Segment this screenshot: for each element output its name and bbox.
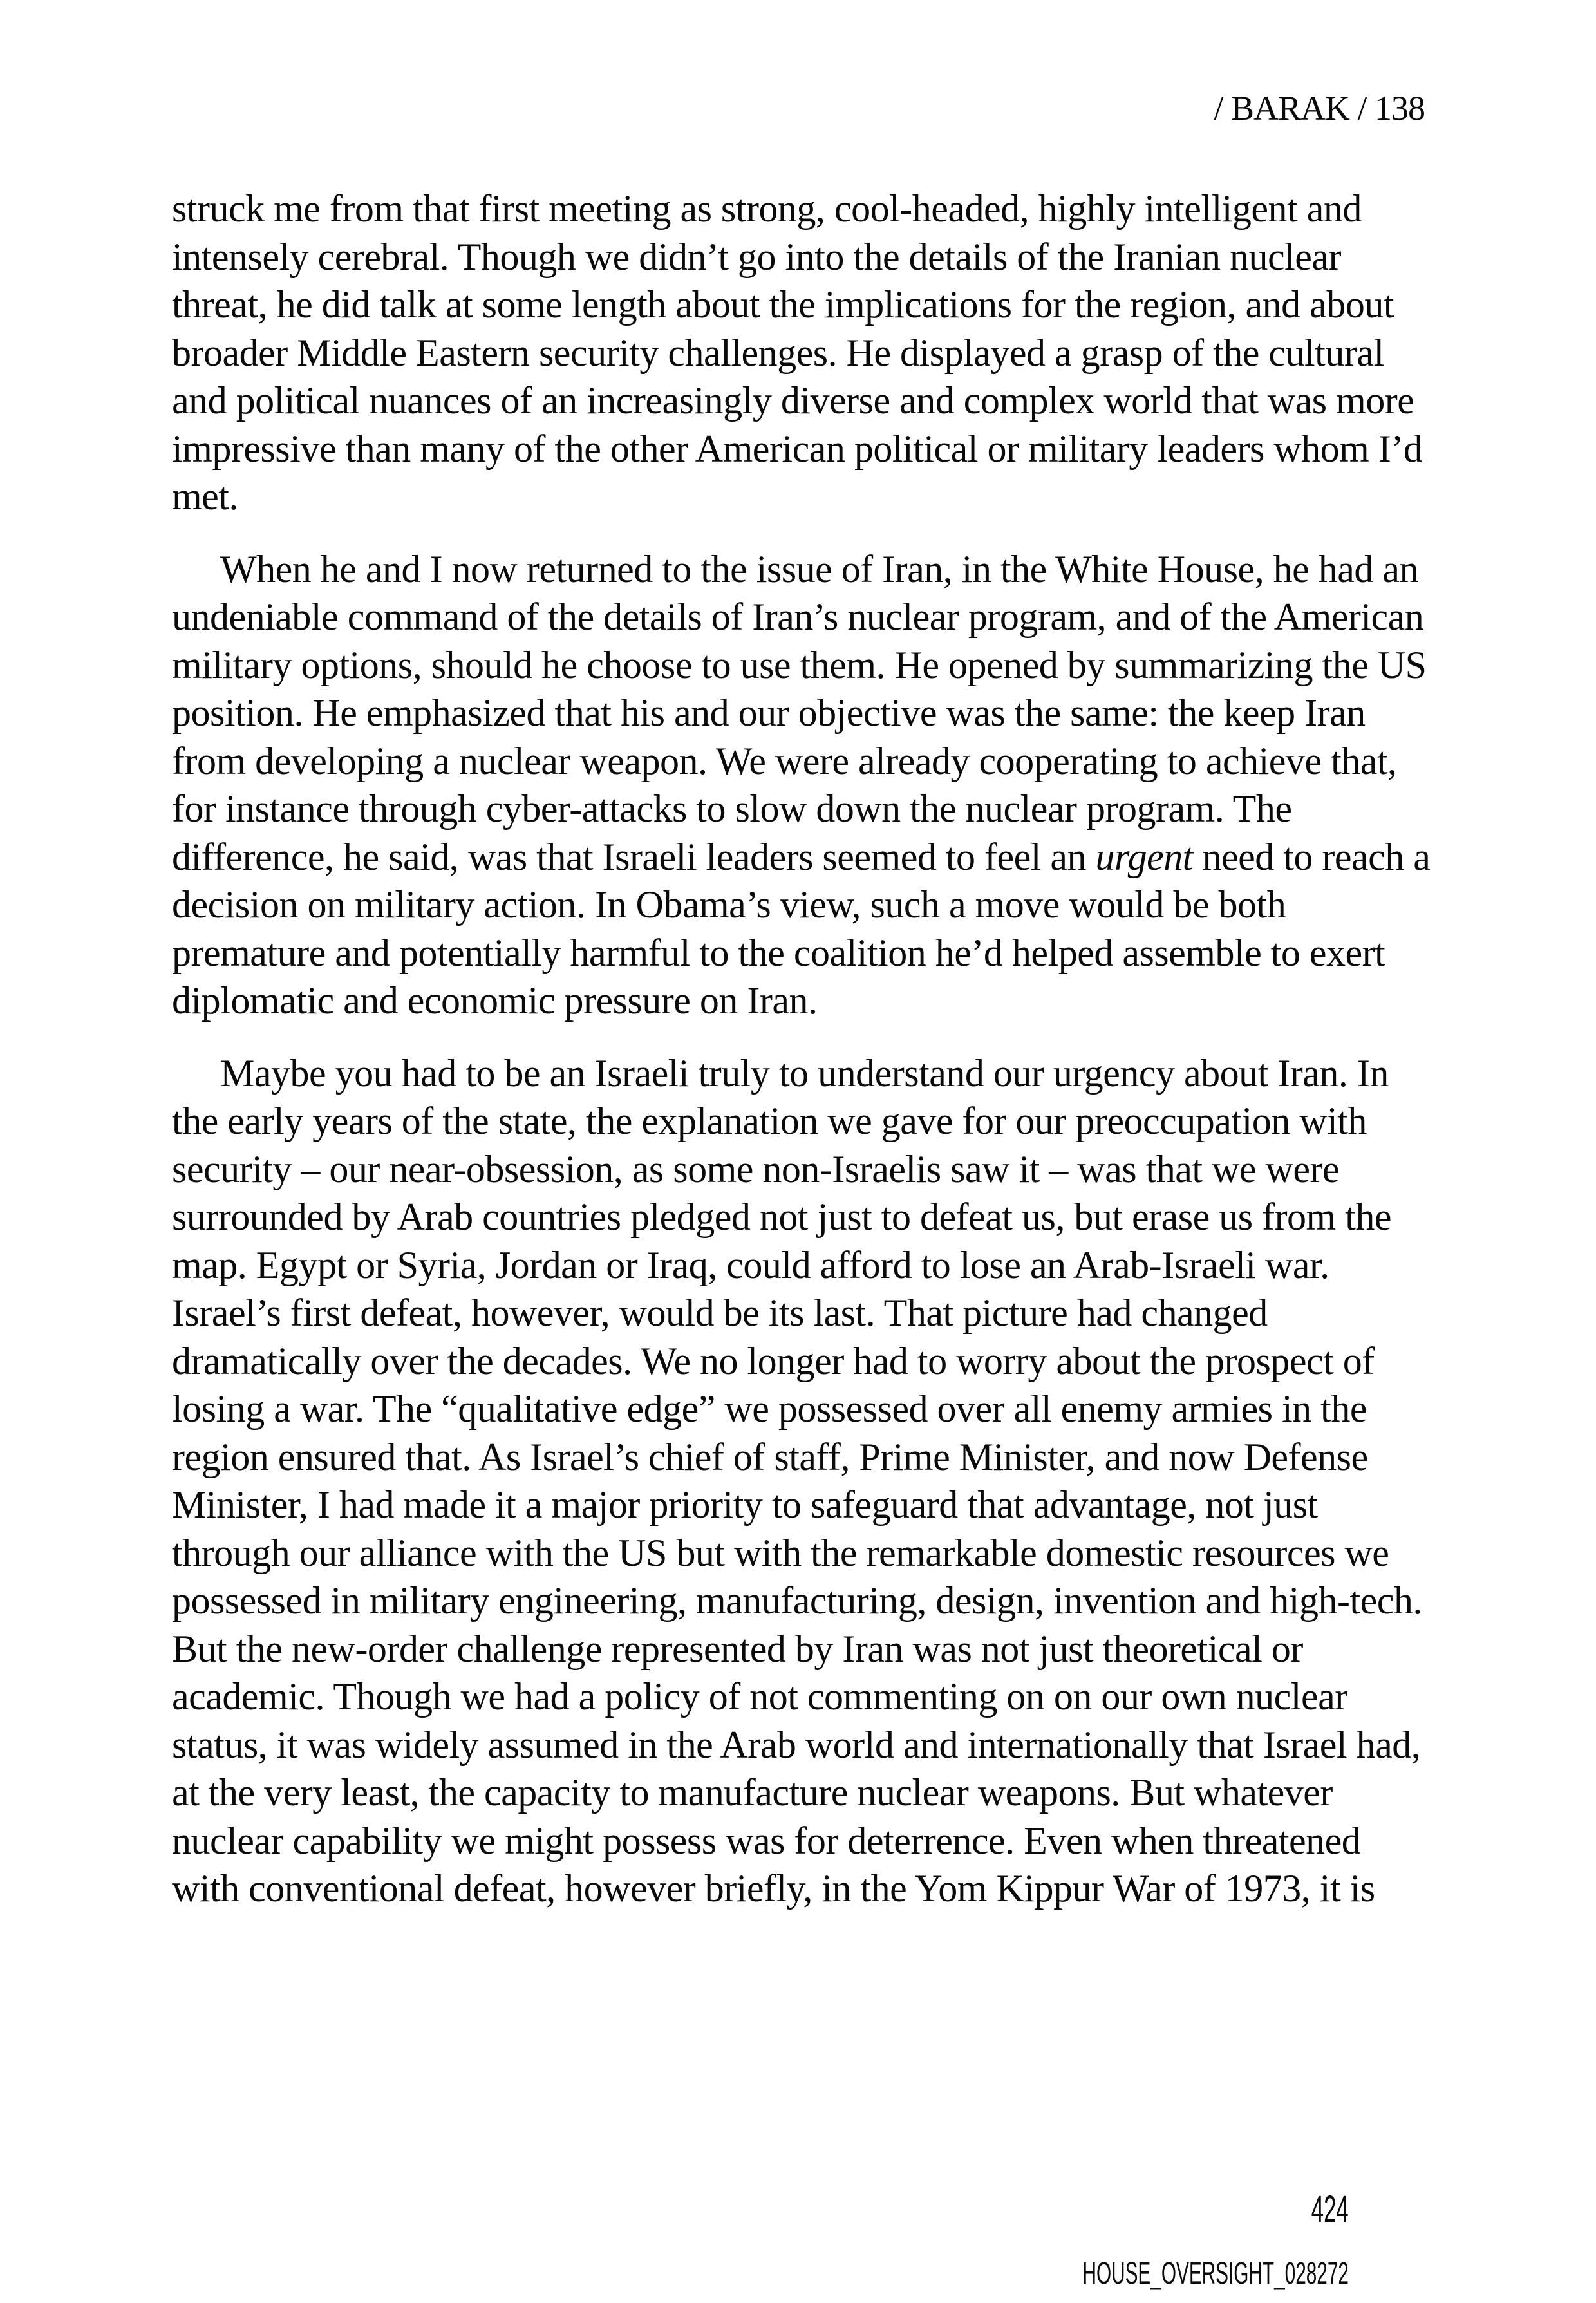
body-text: possessed in military engineering, manufacturing, design, invention and high-tech. — [172, 1579, 1422, 1622]
text-line — [172, 641, 1453, 690]
text-line — [172, 929, 1453, 977]
document-body — [172, 185, 1453, 1913]
text-line — [172, 329, 1453, 377]
text-line — [172, 1049, 1453, 1098]
text-line — [172, 1865, 1453, 1913]
text-line — [172, 881, 1453, 929]
text-line — [172, 233, 1453, 281]
body-text: losing a war. The “qualitative edge” we possessed over all enemy armies in the — [172, 1387, 1367, 1430]
body-text: Minister, I had made it a major priority to safeguard that advantage, not just — [172, 1483, 1318, 1526]
body-text: dramatically over the decades. We no longer had to worry about the prospect of — [172, 1339, 1375, 1382]
body-text: But the new-order challenge represented by Iran was not just theoretical or — [172, 1627, 1303, 1670]
body-text: the early years of the state, the explanation we gave for our preoccupation with — [172, 1100, 1367, 1142]
text-line — [172, 1481, 1453, 1529]
text-line — [172, 185, 1453, 233]
page-number: 424 — [1311, 2188, 1349, 2230]
body-text: status, it was widely assumed in the Arab world and internationally that Israel had, — [172, 1723, 1421, 1766]
bates-stamp: HOUSE_OVERSIGHT_028272 — [1082, 2257, 1349, 2291]
text-line — [172, 545, 1453, 594]
body-text: struck me from that first meeting as strong, cool-headed, highly intelligent and — [172, 187, 1362, 230]
body-text: threat, he did talk at some length about the implications for the region, and about — [172, 283, 1394, 326]
text-line — [172, 281, 1453, 329]
text-line — [172, 1193, 1453, 1241]
body-text: diplomatic and economic pressure on Iran. — [172, 979, 818, 1022]
body-text: region ensured that. As Israel’s chief of staff, Prime Minister, and now Defense — [172, 1435, 1368, 1478]
text-line — [172, 1529, 1453, 1577]
text-line — [172, 737, 1453, 785]
text-line — [172, 1433, 1453, 1481]
text-line — [172, 425, 1453, 473]
text-line — [172, 689, 1453, 737]
body-text: position. He emphasized that his and our objective was the same: the keep Iran — [172, 691, 1366, 734]
body-text: premature and potentially harmful to the coalition he’d helped assemble to exert — [172, 931, 1385, 974]
body-text: impressive than many of the other American political or military leaders whom I’d — [172, 427, 1423, 470]
body-text: surrounded by Arab countries pledged not just to defeat us, but erase us from the — [172, 1196, 1392, 1238]
body-text: decision on military action. In Obama’s view, such a move would be both — [172, 883, 1286, 926]
paragraph — [172, 185, 1453, 521]
text-line — [172, 977, 1453, 1025]
body-text: When he and I now returned to the issue of Iran, in the White House, he had an — [220, 547, 1418, 590]
body-text: for instance through cyber-attacks to slow down the nuclear program. The — [172, 787, 1292, 830]
body-text: need to reach a — [1192, 835, 1431, 878]
text-line — [172, 785, 1453, 833]
text-line — [172, 1385, 1453, 1433]
body-text: with conventional defeat, however briefly, in the Yom Kippur War of 1973, it is — [172, 1867, 1375, 1910]
paragraph — [172, 1049, 1453, 1913]
text-line — [172, 1625, 1453, 1673]
text-line — [172, 1337, 1453, 1386]
running-header: / BARAK / 138 — [1214, 89, 1425, 127]
text-line — [172, 593, 1453, 641]
body-text: met. — [172, 475, 238, 518]
emphasized-text: urgent — [1095, 835, 1193, 878]
body-text: Israel’s first defeat, however, would be its last. That picture had changed — [172, 1292, 1268, 1334]
text-line — [172, 1289, 1453, 1337]
body-text: nuclear capability we might possess was for deterrence. Even when threatened — [172, 1819, 1361, 1862]
text-line — [172, 1721, 1453, 1769]
text-line — [172, 377, 1453, 425]
body-text: broader Middle Eastern security challenges. He displayed a grasp of the cultural — [172, 331, 1384, 374]
body-text: through our alliance with the US but with the remarkable domestic resources we — [172, 1531, 1389, 1574]
paragraph — [172, 545, 1453, 1025]
body-text: security – our near-obsession, as some non-Israelis saw it – was that we were — [172, 1147, 1340, 1190]
body-text: map. Egypt or Syria, Jordan or Iraq, could afford to lose an Arab-Israeli war. — [172, 1243, 1329, 1286]
body-text: at the very least, the capacity to manufacture nuclear weapons. But whatever — [172, 1771, 1333, 1814]
body-text: difference, he said, was that Israeli leaders seemed to feel an — [172, 835, 1096, 878]
body-text: Maybe you had to be an Israeli truly to understand our urgency about Iran. In — [220, 1051, 1389, 1095]
text-line — [172, 1145, 1453, 1194]
text-line — [172, 833, 1453, 881]
text-line — [172, 1577, 1453, 1625]
text-line — [172, 1673, 1453, 1721]
text-line — [172, 1097, 1453, 1145]
text-line — [172, 1241, 1453, 1290]
body-text: and political nuances of an increasingly diverse and complex world that was more — [172, 379, 1414, 422]
body-text: from developing a nuclear weapon. We were already cooperating to achieve that, — [172, 739, 1397, 782]
text-line — [172, 1817, 1453, 1865]
body-text: intensely cerebral. Though we didn’t go into the details of the Iranian nuclear — [172, 235, 1342, 278]
body-text: academic. Though we had a policy of not commenting on on our own nuclear — [172, 1675, 1347, 1718]
text-line — [172, 473, 1453, 521]
body-text: undeniable command of the details of Iran’s nuclear program, and of the American — [172, 596, 1424, 638]
text-line — [172, 1769, 1453, 1817]
body-text: military options, should he choose to use them. He opened by summarizing the US — [172, 643, 1427, 686]
